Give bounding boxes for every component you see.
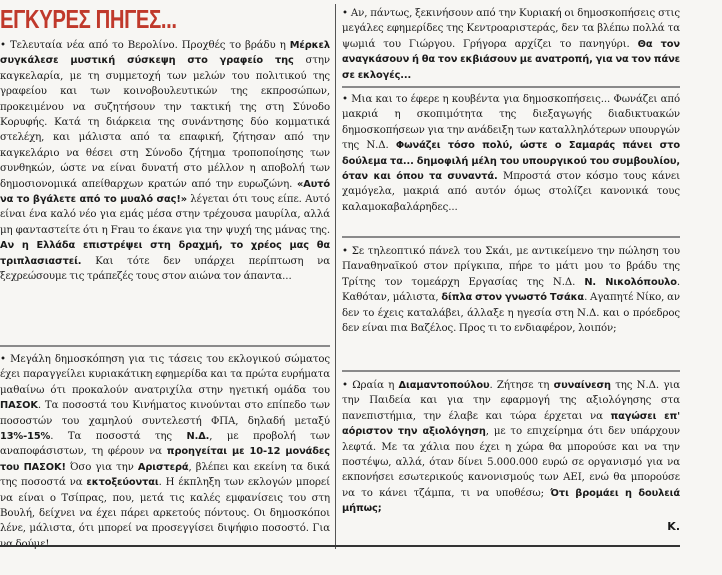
- section-divider: [342, 86, 680, 88]
- bold-text-run: Ν. Νικολόπουλο: [584, 276, 677, 288]
- bold-text-run: εκτοξεύονται: [86, 477, 159, 489]
- text-run: . Τα ποσοστά του Κινήματος κινούνται στο επίπεδο των ποσοστών του χαμηλού συντελεστή ΦΠΑ, δηλαδή μεταξύ: [0, 400, 330, 427]
- paragraph-samaras-polls: [342, 92, 680, 215]
- bold-text-run: ΠΑΣΟΚ: [0, 400, 38, 412]
- bold-text-run: «Αυτό να το βγάλετε από το μυαλό σας!»: [0, 178, 330, 206]
- text-run: Και τότε δεν υπάρχει περίπτωση να ξεχρεώσουμε τις τράπεζές τους στον αιώνα τον άπαντα...: [0, 255, 330, 283]
- author-initial: Κ.: [667, 520, 680, 533]
- text-run: . Αγαπητέ Νίκο, αν δεν το έχεις καταλάβει, άλλαξε η ηγεσία στη Ν.Δ. και ο πρόεδρος δεν είναι πια Βαζέλος. Προς τι το ενδιαφέρον, λοιπόν;: [342, 292, 680, 335]
- column-title: ΕΓΚΥΡΕΣ ΠΗΓΕΣ...: [0, 4, 177, 34]
- text-run: , με το επιχείρημα ότι δεν υπάρχουν λεφτά. Με τα χάλια που έχει η χώρα θα μπορούσε και να την ποστέψω, αλλά, όταν δίνει 5.000.000 ευρώ σε οργανισμό για να εκπονήσει εσωτερικούς κανονισμούς των ΑΕΙ, ενώ θα μπορούσε να το κάνει τζάμπα, τι να υποθέσω;: [342, 426, 681, 499]
- text-run: . Ζήτησε τη: [489, 380, 554, 391]
- paragraph-kentroaristera: [342, 6, 680, 83]
- text-run: • Μια και το έφερε η κουβέντα για δημοσκοπήσεις... Φωνάζει από μακριά η σκοπιμότητα της διεξαγωγής διαδικτυακών δημοσκοπήσεων για την ανάδειξη των καταλληλότερων υπουργών της Ν.Δ.: [342, 94, 680, 152]
- bottom-rule: [0, 545, 680, 547]
- text-run: λέγεται ότι τους είπε. Αυτό είναι ένα καλό νέο για εμάς μέσα στην τρέχουσα μαυρίλα, αλλά μη φανταστείτε ότι η Frau το έκανε για την ψυχή της μάνας της.: [0, 194, 330, 236]
- bold-text-run: 13%-15%: [0, 431, 51, 443]
- bold-text-run: Φωνάζει τόσο πολύ, ώστε ο Σαμαράς πάνει στο δούλεμα τα... δημοφιλή μέλη του υπουργικού του συμβουλίου, όταν και όπου τα συναντά.: [342, 140, 680, 183]
- paragraph-skai-panel: [342, 244, 680, 336]
- text-run: • Μεγάλη δημοσκόπηση για τις τάσεις του εκλογικού σώματος έχει παραγγείλει κυριακάτικη εφημερίδα και τα πρώτα ευρήματα μαθαίνω ότι προκαλούν ανατριχίλα στην ηγετική ομάδα του: [0, 354, 330, 396]
- text-run: • Σε τηλεοπτικό πάνελ του Σκάι, με αντικείμενο την πώληση του Παναθηναϊκού στον πρίγκιπα, πήρε το μάτι μου το βράδυ της Τρίτης τον τομεάρχη Εργασίας της Ν.Δ.: [342, 246, 680, 288]
- bold-text-run: προηγείται με 10-12 μονάδες του ΠΑΣΟΚ!: [0, 446, 330, 473]
- section-divider: [0, 345, 330, 347]
- bold-text-run: παγώσει επ' αόριστον την αξιολόγηση: [342, 410, 680, 438]
- text-run: Μπροστά στον κόσμο τους κάνει χαμόγελα, μακριά από αυτόν όμως στολίζει κανονικά τους καλαμοκαβαλάρηδες...: [342, 171, 681, 213]
- text-run: . Τα ποσοστά της: [50, 431, 187, 443]
- text-run: • Αν, πάντως, ξεκινήσουν από την Κυριακή οι δημοσκοπήσεις στις μεγάλες εφημερίδες της Κεντροαριστεράς, δεν τα βλέπω πολλά τα ψωμιά του Γιώργου. Γρήγορα αρχίζει το πανηγύρι.: [342, 8, 680, 50]
- bold-text-run: δίπλα στον γνωστό Τσάκα: [441, 292, 585, 304]
- bold-text-run: Αν η Ελλάδα επιστρέψει στη δραχμή, το χρέος μας θα τριπλασιαστεί.: [0, 240, 330, 267]
- bold-text-run: Διαμαντοπούλου: [398, 380, 490, 391]
- text-run: Όσο για την: [65, 461, 138, 473]
- text-run: . Η έκπληξη των εκλογών μπορεί να είναι ο Τσίπρας, που, μετά τις καλές εμφανίσεις του στη Βουλή, δείχνει να έχει πάρει αρκετούς πόντους. Οι δημοσκόποι λένε, μάλιστα, ότι μπορεί να προσεγγίσει διψήφιο ποσοστό. Για: [0, 477, 330, 535]
- bold-text-run: Αριστερά: [137, 461, 189, 473]
- text-run: στην καγκελαρία, με τη συμμετοχή των μελών του πολιτικού της γραφείου και των κοινοβουλευτικών της εκπροσώπων, προκειμένου να συζητήσουν την τακτική της στη Σύνοδο Κορυφής. Κατά τη διάρκεια της συνάντησης δύο κομματικά στελέχη, και μάλιστα από τα επαφική, ζήτησαν από την καγκελάριο να θέσει στη Σύνοδο ζήτημα τροποποίησης των συνθηκών, ώστε να είναι δυνατή στο μέλλον η αποβολή των δημοσιονομικά απείθαρχων κρατών από την ευρωζώνη.: [0, 55, 330, 190]
- bold-text-run: Μέρκελ συγκάλεσε μυστική σύσκεψη στο γραφείο της: [0, 40, 330, 67]
- section-divider: [342, 370, 680, 372]
- text-run: της Ν.Δ. για την Παιδεία και για την εφαρμογή της αξιολόγησης στα πανεπιστήμια, την έλαβε και τώρα έρχεται να: [342, 380, 680, 422]
- text-run: , με προβολή των αναποφάσιστων, τη φέρουν να: [0, 431, 330, 458]
- bold-text-run: συναίνεση: [553, 380, 611, 391]
- text-run: • Ωραία η: [342, 380, 399, 391]
- text-run: , βλέπει και εκείνη τα δικά της ποσοστά να: [0, 461, 331, 489]
- section-divider: [342, 236, 680, 238]
- paragraph-diamantopoulou: [342, 378, 680, 517]
- column-divider: [335, 4, 336, 549]
- bold-text-run: Θα τον αναγκάσουν ή θα τον εκβιάσουν με ανατροπή, για να τον πάνε σε εκλογές...: [342, 38, 680, 81]
- paragraph-merkel: [0, 38, 330, 285]
- text-run: . Καθόταν, μάλιστα,: [342, 276, 680, 304]
- paragraph-poll: [0, 352, 330, 552]
- bold-text-run: Ν.Δ.: [186, 431, 210, 443]
- text-run: • Τελευταία νέα από το Βερολίνο. Προχθές το βράδυ η: [0, 40, 290, 51]
- bold-text-run: Ότι βρομάει η δουλειά μήπως;: [342, 487, 680, 515]
